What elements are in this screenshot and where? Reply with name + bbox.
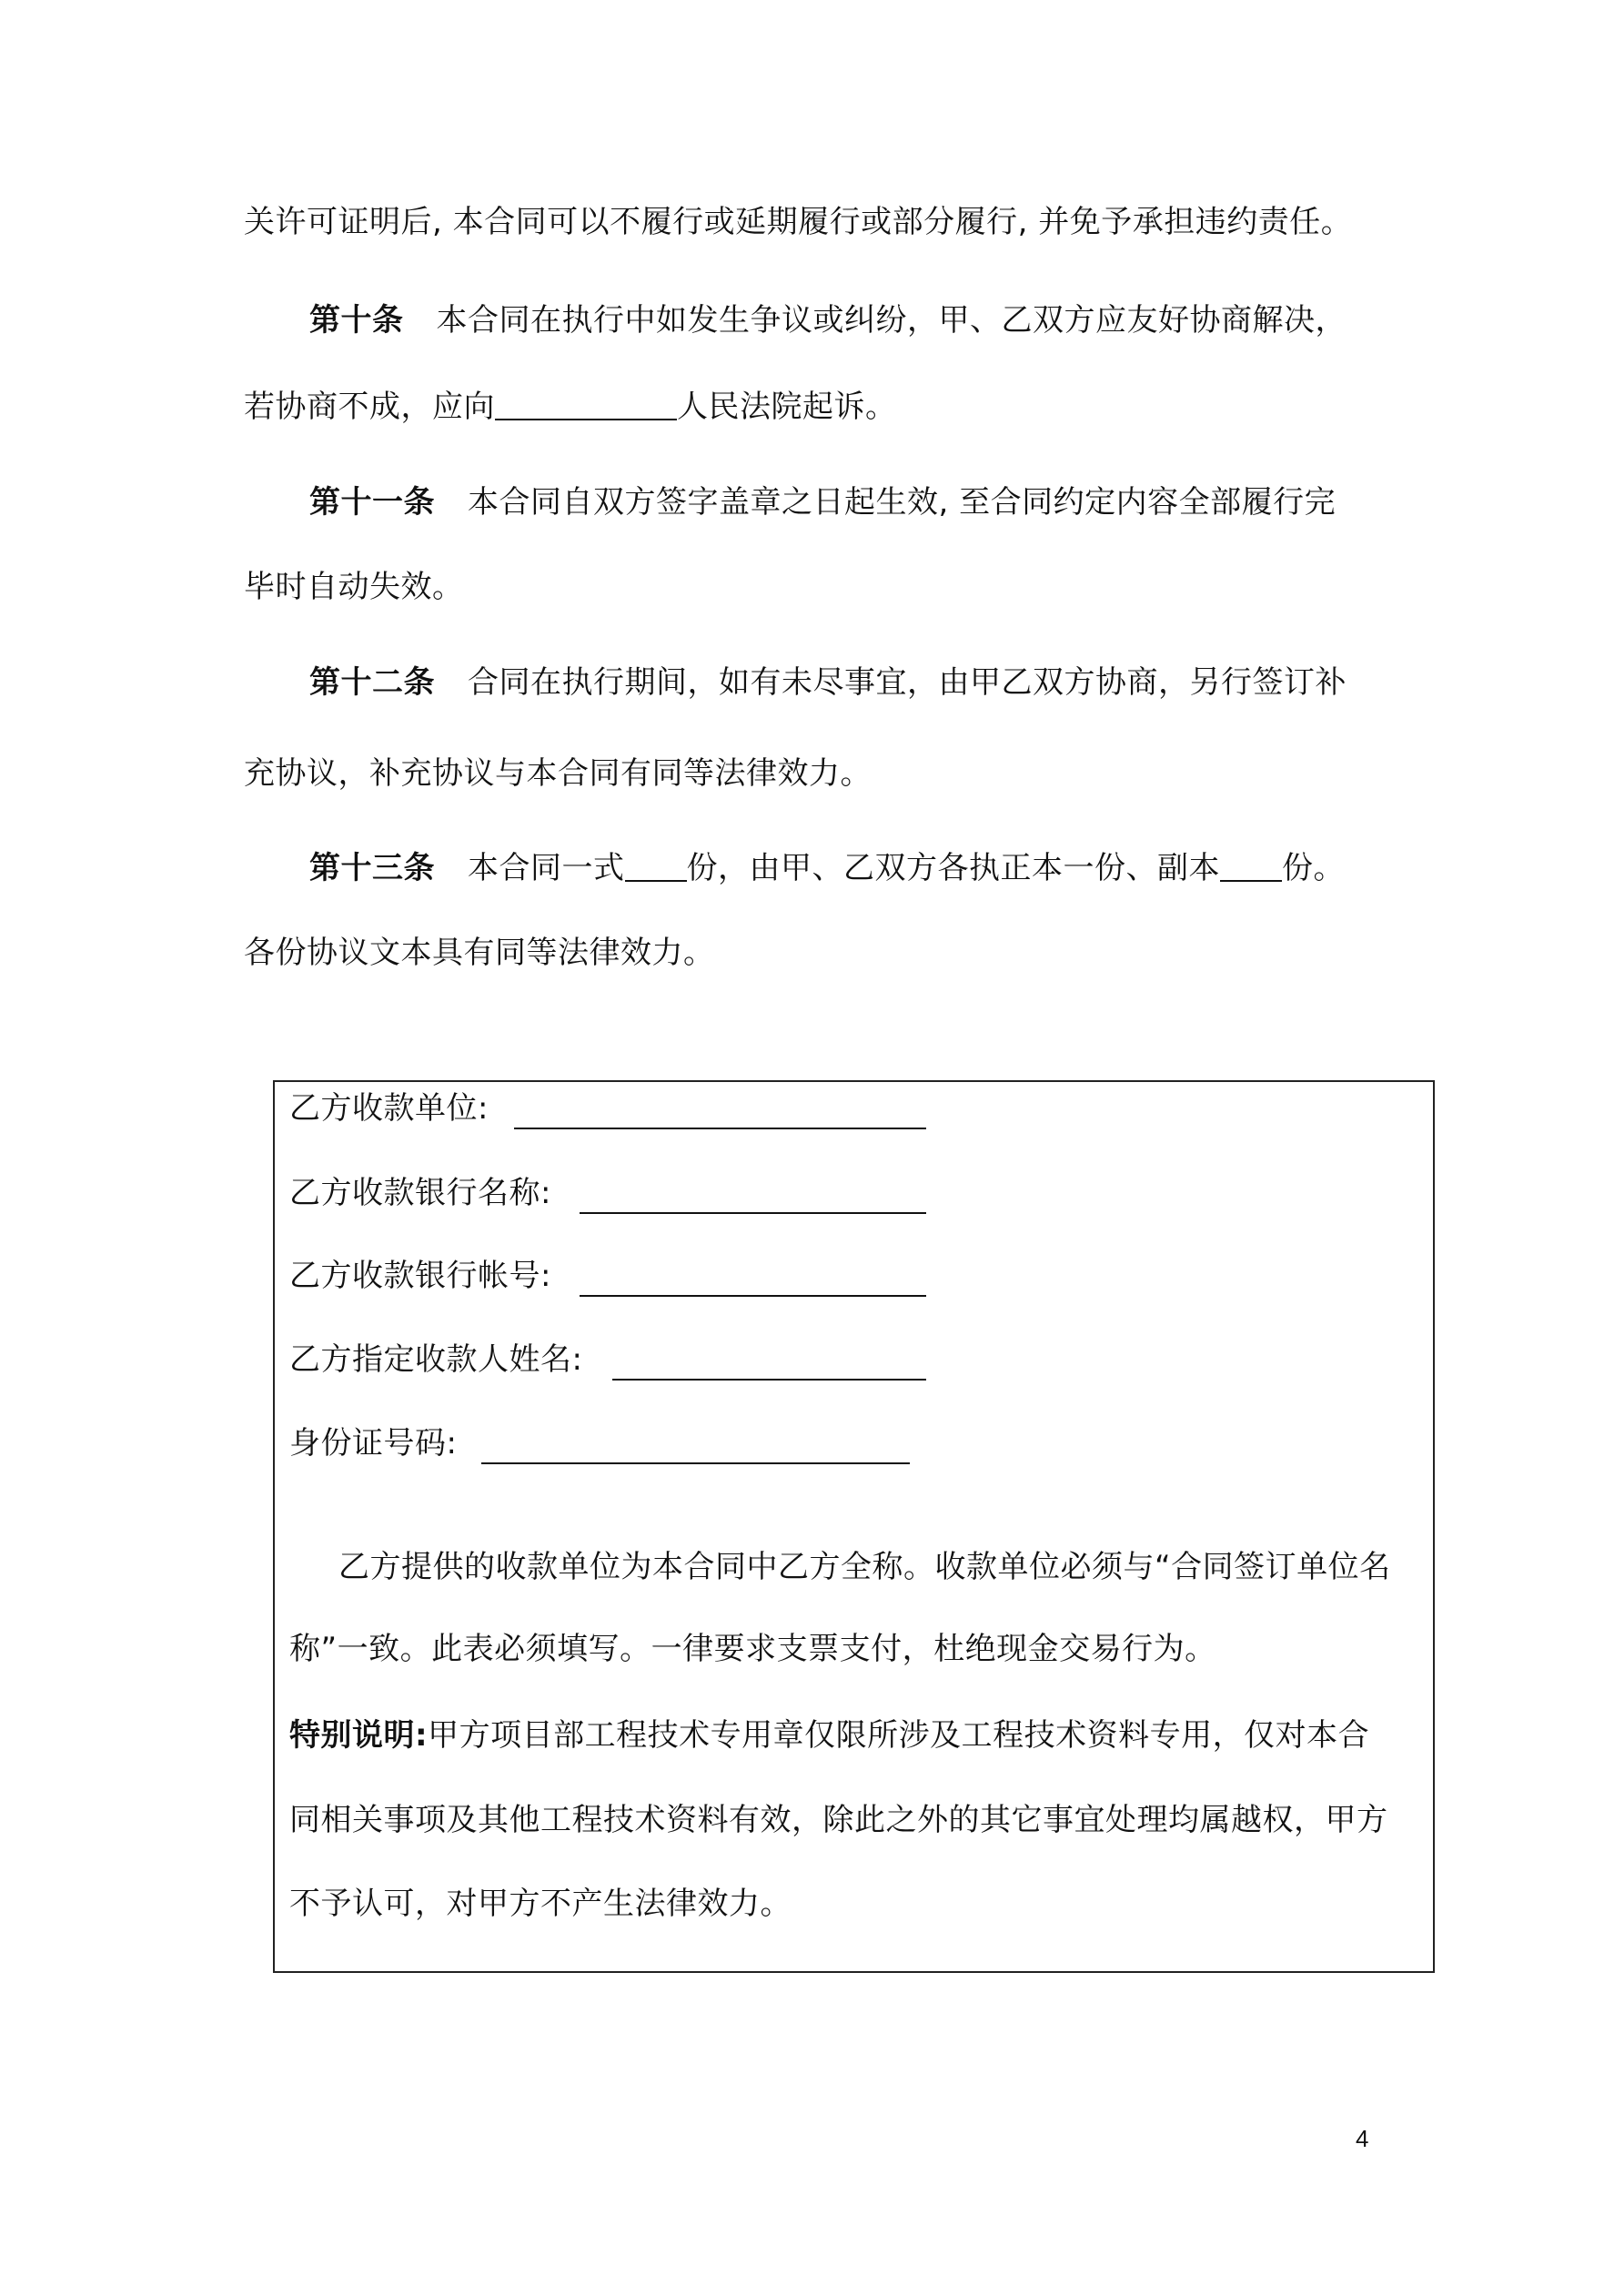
special-note-label: 特别说明: [289, 1717, 429, 1754]
payment-note-line-1: 乙方提供的收款单位为本合同中乙方全称。收款单位必须与“合同签订单位名 [338, 1549, 1391, 1585]
clause-10-heading: 第十条 [309, 302, 404, 339]
payment-note-line-2: 称”一致。此表必须填写。一律要求支票支付，杜绝现金交易行为。 [289, 1631, 1216, 1667]
clause-12-heading: 第十二条 [309, 664, 435, 701]
court-name-blank[interactable] [495, 388, 677, 420]
clause-13-heading: 第十三条 [309, 850, 435, 886]
clause-10-text-after: 人民法院起诉。 [677, 389, 897, 425]
special-note-line-1 [289, 1715, 1369, 1755]
clause-12-line-2: 充协议，补充协议与本合同有同等法律效力。 [244, 755, 872, 792]
copies-total-blank[interactable] [625, 849, 687, 882]
field-payee-name-input[interactable] [612, 1379, 926, 1381]
clause-10-line-1 [309, 300, 1347, 340]
field-id-number-label: 身份证号码: [289, 1425, 458, 1462]
continuation-line: 关许可证明后, 本合同可以不履行或延期履行或部分履行, 并免予承担违约责任。 [244, 204, 1353, 240]
field-bank-account-input[interactable] [580, 1295, 926, 1297]
field-bank-name-label: 乙方收款银行名称: [289, 1175, 551, 1211]
clause-11-line-2: 毕时自动失效。 [244, 569, 464, 605]
clause-11-heading: 第十一条 [309, 484, 435, 521]
field-id-number-input[interactable] [481, 1462, 910, 1464]
field-payee-unit-input[interactable] [514, 1128, 926, 1129]
field-payee-unit-label: 乙方收款单位: [289, 1090, 489, 1127]
clause-13-text-a: 本合同一式 [468, 850, 625, 886]
clause-13-text-c: 份。 [1282, 850, 1345, 886]
field-bank-name-input[interactable] [580, 1212, 926, 1214]
clause-10-text-before: 若协商不成，应向 [244, 389, 495, 425]
clause-10-text: 本合同在执行中如发生争议或纠纷，甲、乙双方应友好协商解决， [436, 302, 1347, 339]
field-bank-account-label: 乙方收款银行帐号: [289, 1258, 551, 1294]
clause-13-line-1 [309, 848, 1345, 888]
field-payee-name-label: 乙方指定收款人姓名: [289, 1341, 583, 1378]
special-note-text: 甲方项目部工程技术专用章仅限所涉及工程技术资料专用，仅对本合 [428, 1717, 1370, 1754]
copies-duplicate-blank[interactable] [1220, 849, 1282, 882]
clause-13-line-2: 各份协议文本具有同等法律效力。 [244, 935, 715, 971]
clause-11-text: 本合同自双方签字盖章之日起生效, 至合同约定内容全部履行完 [468, 484, 1337, 521]
clause-10-line-2 [244, 387, 897, 427]
clause-11-line-1 [309, 482, 1336, 522]
clause-12-text: 合同在执行期间，如有未尽事宜，由甲乙双方协商，另行签订补 [468, 664, 1347, 701]
page-number: 4 [1356, 2125, 1369, 2152]
special-note-line-2: 同相关事项及其他工程技术资料有效，除此之外的其它事宜处理均属越权，甲方 [289, 1802, 1388, 1838]
clause-12-line-1 [309, 663, 1347, 703]
clause-13-text-b: 份，由甲、乙双方各执正本一份、副本 [686, 850, 1220, 886]
special-note-line-3: 不予认可，对甲方不产生法律效力。 [289, 1886, 792, 1922]
